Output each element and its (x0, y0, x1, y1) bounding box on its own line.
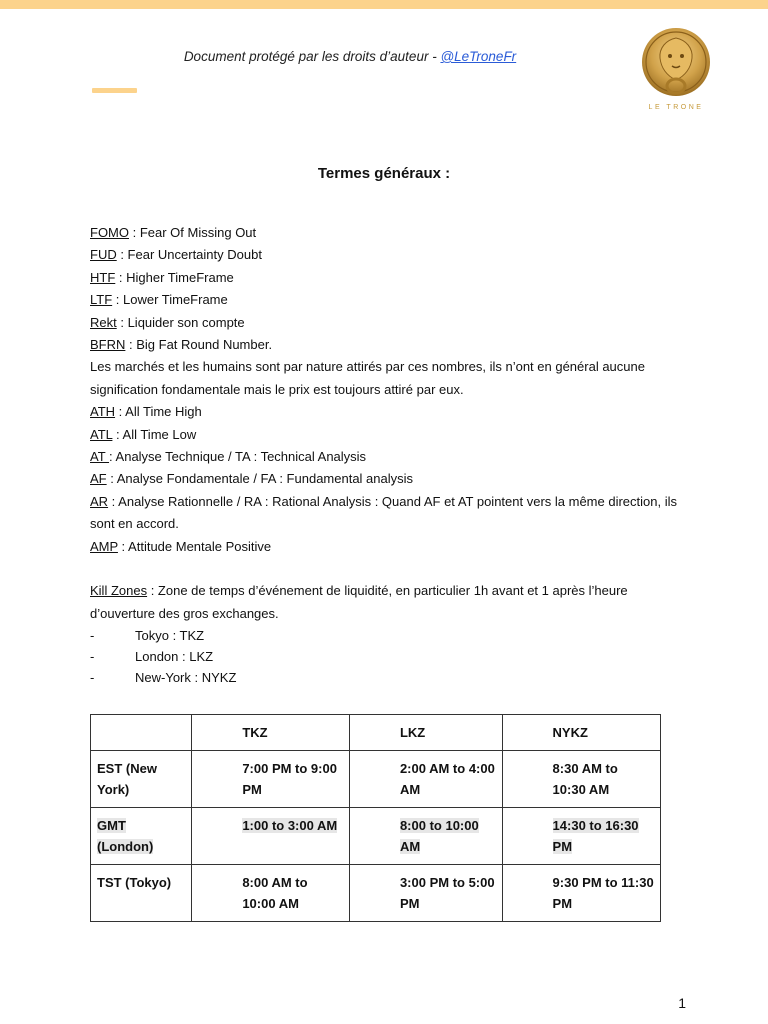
highlighted-text: GMT (London) (97, 818, 154, 854)
term-label: HTF (90, 269, 116, 285)
term-definition: : Attitude Mentale Positive (117, 538, 272, 554)
terms-list (90, 222, 680, 688)
highlighted-text: 14:30 to 16:30 PM (552, 818, 639, 854)
table-cell: TST (Tokyo) (91, 865, 192, 922)
header-cell: TKZ (192, 715, 350, 751)
table-cell: 8:30 AM to 10:30 AM (502, 751, 660, 808)
killzones-row (90, 580, 680, 625)
term-definition: : Zone de temps d’événement de liquidité, en particulier 1h avant et 1 après l’heure d’ouverture des gros exchanges. (90, 583, 628, 621)
term-row-amp (90, 536, 680, 558)
dash-bullet-icon: - (90, 669, 95, 685)
term-label: Kill Zones (90, 583, 148, 599)
term-label: FOMO (90, 225, 129, 240)
header-cell (91, 715, 192, 751)
term-row-htf (90, 267, 680, 289)
term-definition: : All Time Low (112, 426, 197, 442)
table-cell: 9:30 PM to 11:30 PM (502, 865, 660, 922)
term-definition: : Fear Uncertainty Doubt (116, 247, 262, 263)
term-label: ATH (90, 404, 116, 420)
term-label: BFRN (90, 337, 126, 353)
table-row (91, 865, 661, 922)
term-label: Rekt (90, 314, 117, 330)
header-cell: LKZ (349, 715, 502, 751)
spacer (90, 558, 680, 580)
table-cell: EST (New York) (91, 751, 192, 808)
term-definition: : Analyse Rationnelle / RA : Rational Analysis : Quand AF et AT pointent vers la même direction, ils sont en accord. (90, 493, 677, 532)
header-cell: NYKZ (502, 715, 660, 751)
top-accent-bar (0, 0, 768, 9)
accent-underline (92, 88, 137, 93)
highlighted-text: 8:00 to 10:00 AM (399, 818, 479, 854)
author-handle-link[interactable]: @LeTroneFr (440, 49, 517, 64)
table-cell: 2:00 AM to 4:00 AM (349, 751, 502, 808)
dash-bullet-icon: - (90, 648, 95, 664)
term-row-rekt (90, 312, 680, 334)
highlighted-text: 1:00 to 3:00 AM (242, 818, 338, 833)
term-row-bfrn (90, 334, 680, 356)
term-row-fud (90, 244, 680, 266)
term-label: FUD (90, 247, 117, 263)
logo-wordmark: LE TRONE (648, 104, 704, 111)
table-cell: 3:00 PM to 5:00 PM (349, 865, 502, 922)
term-label: AF (90, 471, 107, 487)
list-item (90, 646, 680, 667)
list-item (90, 667, 680, 688)
page-title: Termes généraux : (317, 165, 451, 182)
table-cell (91, 808, 192, 865)
bullet-text: London : LKZ (135, 648, 214, 664)
term-definition: : Analyse Fondamentale / FA : Fundamental analysis (106, 471, 414, 487)
table-row (91, 751, 661, 808)
table-cell: 8:00 AM to 10:00 AM (192, 865, 350, 922)
term-label: AMP (90, 538, 118, 554)
term-definition: : Lower TimeFrame (112, 292, 228, 308)
killzones-table (90, 714, 661, 922)
term-row-ath (90, 401, 680, 423)
term-row-af (90, 468, 680, 490)
term-label: LTF (90, 292, 113, 308)
killzones-bullets (90, 625, 680, 688)
table-cell (502, 808, 660, 865)
list-item (90, 625, 680, 646)
term-definition: : Liquider son compte (116, 314, 245, 330)
dash-bullet-icon: - (90, 627, 95, 643)
bullet-text: Tokyo : TKZ (135, 627, 205, 643)
bullet-text: New-York : NYKZ (135, 669, 237, 685)
term-definition: : Higher TimeFrame (115, 269, 234, 285)
term-row-atl (90, 424, 680, 446)
term-label: AT (90, 449, 110, 465)
term-row-at (90, 446, 680, 468)
term-definition: : All Time High (115, 404, 202, 420)
term-row-ar (90, 491, 680, 536)
page-number: 1 (678, 995, 686, 1011)
term-row-ltf (90, 289, 680, 311)
table-cell (349, 808, 502, 865)
copyright-notice (0, 49, 700, 64)
table-header-row (91, 715, 661, 751)
table-cell (192, 808, 350, 865)
table-cell: 7:00 PM to 9:00 PM (192, 751, 350, 808)
term-label: ATL (90, 426, 113, 442)
table-row (91, 808, 661, 865)
bfrn-note: Les marchés et les humains sont par nature attirés par ces nombres, ils n’ont en général aucune signification fondamentale mais le prix est toujours attiré par eux. (90, 359, 645, 397)
term-definition: : Big Fat Round Number. (125, 337, 273, 353)
term-row-fomo (90, 222, 680, 244)
term-definition: : Fear Of Missing Out (129, 225, 257, 240)
term-label: AR (90, 493, 109, 509)
lion-logo-icon (639, 24, 713, 116)
term-definition: : Analyse Technique / TA : Technical Analysis (109, 449, 367, 465)
copyright-text: Document protégé par les droits d’auteur - (183, 49, 441, 64)
